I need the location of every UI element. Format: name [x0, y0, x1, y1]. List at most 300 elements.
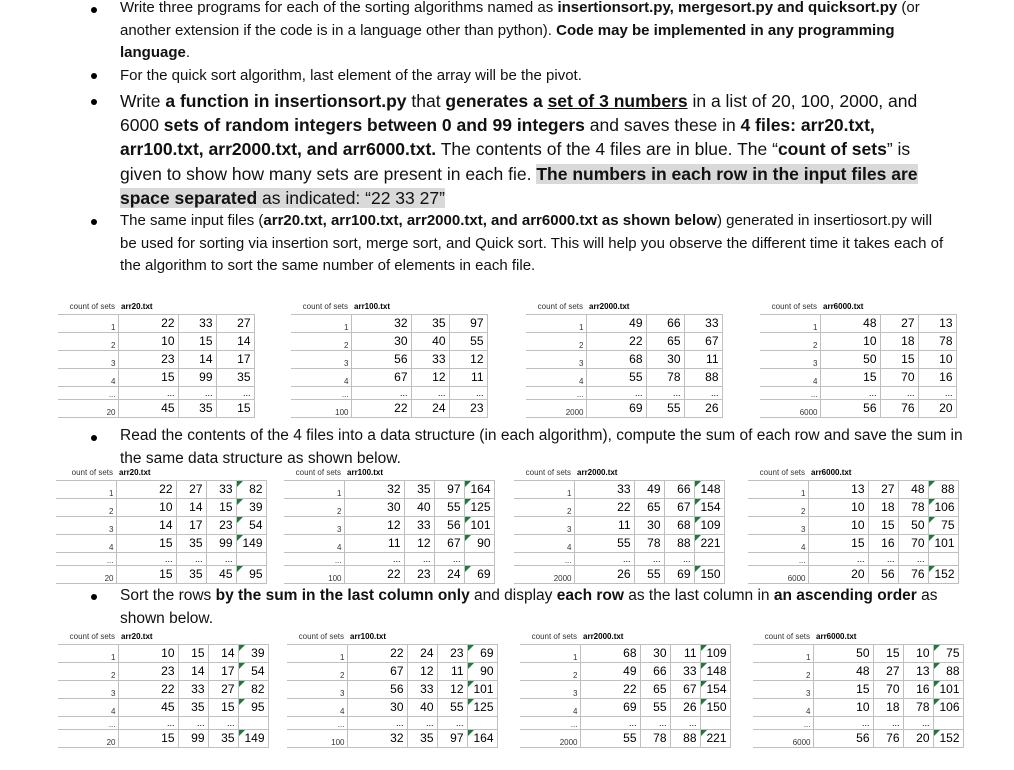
value-cell: 15 [178, 644, 208, 662]
value-cell: 32 [347, 729, 407, 747]
file-name: arr100.txt [354, 302, 391, 312]
table-row [58, 350, 292, 368]
table-row [748, 480, 958, 498]
sum-cell: 221 [694, 534, 724, 552]
table-row [56, 480, 266, 498]
row-index: 1 [514, 480, 574, 498]
row-index: 1 [56, 480, 116, 498]
table-row [58, 368, 292, 386]
value-cell: 78 [646, 368, 684, 386]
value-cell: 56 [347, 680, 407, 698]
text-run: For the quick sort algorithm, last element of the array will be the pivot. [120, 67, 582, 84]
value-cell: 11 [344, 534, 404, 552]
row-index: 3 [287, 680, 347, 698]
value-cell: 32 [351, 314, 411, 332]
row-index: 6000 [753, 729, 813, 747]
table-arr2000-sorted [520, 630, 731, 748]
value-cell: 49 [586, 314, 646, 332]
table-row [58, 662, 268, 680]
value-cell: 55 [580, 729, 640, 747]
value-cell: 56 [813, 729, 873, 747]
table-row [753, 662, 963, 680]
value-cell: 10 [808, 498, 868, 516]
sum-cell: 69 [464, 565, 494, 583]
table-row [58, 644, 268, 662]
text-run: as the last column in [623, 587, 774, 604]
value-cell: ... [586, 386, 646, 399]
row-index: 2000 [514, 565, 574, 583]
bullet-text [120, 210, 950, 278]
value-cell: 12 [407, 662, 437, 680]
data-grid [284, 466, 495, 584]
sum-cell: 164 [464, 480, 494, 498]
table-row [520, 644, 730, 662]
table-row [520, 716, 730, 729]
row-index: 4 [760, 368, 820, 386]
row-index: 4 [291, 368, 351, 386]
row-index: 1 [284, 480, 344, 498]
row-index: 2 [291, 332, 351, 350]
row-index: 2 [526, 332, 586, 350]
bullet-text [120, 585, 970, 630]
value-cell: ... [404, 552, 434, 565]
table-row [58, 386, 292, 399]
text-run: Sort the rows [120, 587, 216, 604]
row-index: 20 [58, 399, 118, 417]
bullet-text [120, 0, 960, 65]
row-index: 2 [520, 662, 580, 680]
value-cell: ... [176, 552, 206, 565]
value-cell: ... [634, 552, 664, 565]
value-cell: 33 [404, 516, 434, 534]
value-cell: 15 [820, 368, 880, 386]
value-cell: 70 [898, 534, 928, 552]
row-index: 2 [760, 332, 820, 350]
sum-cell: 101 [928, 534, 958, 552]
value-cell: 33 [178, 680, 208, 698]
row-index: 3 [56, 516, 116, 534]
count-of-sets-label: count of sets [764, 632, 810, 642]
table-row [748, 565, 958, 583]
text-run: and saves these in [584, 115, 741, 136]
value-cell: ... [347, 716, 407, 729]
value-cell: 67 [434, 534, 464, 552]
count-of-sets-label: count of sets [771, 302, 817, 312]
row-index: 2 [287, 662, 347, 680]
sum-cell: 149 [236, 534, 266, 552]
value-cell: 68 [580, 644, 640, 662]
value-cell: 68 [586, 350, 646, 368]
value-cell: 55 [437, 698, 467, 716]
table-row [753, 698, 963, 716]
table-arr100-sorted [287, 630, 498, 748]
count-of-sets-label: count of sets [298, 632, 344, 642]
table-arr6000-input [760, 300, 994, 418]
table-row [514, 552, 724, 565]
row-index: 3 [514, 516, 574, 534]
value-cell: 55 [574, 534, 634, 552]
value-cell: 56 [820, 399, 880, 417]
value-cell: 88 [664, 534, 694, 552]
table-row [753, 680, 963, 698]
value-cell: 27 [880, 314, 918, 332]
data-grid [58, 300, 292, 418]
value-cell: 35 [411, 314, 449, 332]
value-cell: ... [898, 552, 928, 565]
text-run: ) generated in insertiosort.py will be used for sorting via insertion sort, merge sort, and Quick sort. This will help you observe the different time it takes each of the algorithm to sort the same number of elements in each file. [120, 212, 944, 275]
file-name: arr2000.txt [589, 302, 630, 312]
value-cell: 16 [903, 680, 933, 698]
text-run-bold: sets of random integers between 0 and 99 integers [163, 115, 585, 136]
value-cell: ... [178, 386, 216, 399]
data-grid [291, 300, 525, 418]
value-cell: 76 [880, 399, 918, 417]
value-cell: 20 [903, 729, 933, 747]
value-cell: 15 [118, 729, 178, 747]
text-run-bold: 4 files: arr20.txt, arr100.txt, arr2000.txt, and arr6000.txt. [120, 115, 875, 160]
value-cell: 30 [344, 498, 404, 516]
text-run: as shown below. [120, 587, 938, 627]
value-cell: 70 [880, 368, 918, 386]
value-cell: 15 [813, 680, 873, 698]
value-cell: 10 [118, 644, 178, 662]
table-row [514, 565, 724, 583]
table-row [58, 716, 268, 729]
value-cell: 12 [437, 680, 467, 698]
row-index: ... [526, 386, 586, 399]
sum-cell: 82 [236, 480, 266, 498]
value-cell: 97 [437, 729, 467, 747]
row-index: 20 [56, 565, 116, 583]
row-index: 1 [58, 314, 118, 332]
value-cell: 22 [118, 314, 178, 332]
table-row [514, 534, 724, 552]
sum-cell: 39 [236, 498, 266, 516]
value-cell: 65 [634, 498, 664, 516]
row-index: 2000 [526, 399, 586, 417]
sum-cell [464, 552, 494, 565]
value-cell: 78 [898, 498, 928, 516]
table-row [748, 516, 958, 534]
value-cell: 22 [574, 498, 634, 516]
value-cell: 78 [634, 534, 664, 552]
value-cell: ... [574, 552, 634, 565]
sum-cell: 90 [464, 534, 494, 552]
row-index: 4 [56, 534, 116, 552]
table-row [58, 314, 292, 332]
table-row [760, 350, 994, 368]
row-index: 4 [520, 698, 580, 716]
value-cell: 22 [344, 565, 404, 583]
table-row [58, 332, 292, 350]
table-row [56, 534, 266, 552]
value-cell: 27 [868, 480, 898, 498]
value-cell: 33 [411, 350, 449, 368]
value-cell: 23 [404, 565, 434, 583]
value-cell: 16 [868, 534, 898, 552]
sum-cell: 148 [694, 480, 724, 498]
value-cell: 27 [176, 480, 206, 498]
sum-cell: 54 [236, 516, 266, 534]
row-index: 1 [291, 314, 351, 332]
table-row [760, 368, 994, 386]
data-grid [520, 630, 731, 748]
row-index: 4 [526, 368, 586, 386]
value-cell: 15 [118, 368, 178, 386]
value-cell: 23 [118, 662, 178, 680]
value-cell: 24 [407, 644, 437, 662]
bullet-dot [91, 7, 97, 13]
value-cell: 11 [449, 368, 487, 386]
value-cell: 17 [216, 350, 254, 368]
file-name: arr2000.txt [583, 632, 624, 642]
table-row [526, 386, 760, 399]
value-cell: 30 [634, 516, 664, 534]
value-cell: ... [411, 386, 449, 399]
value-cell: 67 [684, 332, 722, 350]
table-row [291, 332, 525, 350]
count-of-sets-label: count of sets [525, 468, 571, 478]
row-index: 1 [748, 480, 808, 498]
row-index: ... [287, 716, 347, 729]
value-cell: 14 [178, 350, 216, 368]
value-cell: 55 [634, 565, 664, 583]
value-cell: ... [918, 386, 956, 399]
sum-cell: 125 [464, 498, 494, 516]
table-row [760, 386, 994, 399]
value-cell: 16 [918, 368, 956, 386]
value-cell: ... [206, 552, 236, 565]
value-cell: 78 [918, 332, 956, 350]
value-cell: 15 [873, 644, 903, 662]
value-cell: ... [434, 552, 464, 565]
table-row [58, 698, 268, 716]
row-index: 3 [520, 680, 580, 698]
row-index: ... [284, 552, 344, 565]
value-cell: ... [437, 716, 467, 729]
value-cell: 12 [404, 534, 434, 552]
file-name: arr20.txt [121, 632, 153, 642]
text-run: Write three programs for each of the sorting algorithms named as [120, 0, 558, 16]
table-row [291, 386, 525, 399]
value-cell: 18 [880, 332, 918, 350]
value-cell: 35 [176, 534, 206, 552]
row-index: 1 [287, 644, 347, 662]
value-cell: 30 [347, 698, 407, 716]
row-index: ... [56, 552, 116, 565]
row-index: 4 [753, 698, 813, 716]
sum-cell: 106 [933, 698, 963, 716]
value-cell: ... [178, 716, 208, 729]
value-cell: 66 [640, 662, 670, 680]
text-run-bold: a function in insertionsort.py [165, 91, 407, 111]
table-row [526, 332, 760, 350]
value-cell: 35 [407, 729, 437, 747]
value-cell: 45 [118, 698, 178, 716]
value-cell: 76 [898, 565, 928, 583]
value-cell: ... [664, 552, 694, 565]
value-cell: 55 [449, 332, 487, 350]
row-index: 2 [58, 332, 118, 350]
table-row [753, 716, 963, 729]
text-run: ” is given to show how many sets are present in each fie. [120, 139, 911, 184]
table-row [760, 399, 994, 417]
row-index: 4 [58, 698, 118, 716]
value-cell: 13 [918, 314, 956, 332]
value-cell: 55 [434, 498, 464, 516]
value-cell: 13 [903, 662, 933, 680]
table-row [287, 680, 497, 698]
value-cell: 27 [216, 314, 254, 332]
value-cell: 55 [586, 368, 646, 386]
row-index: 2 [56, 498, 116, 516]
value-cell: 11 [684, 350, 722, 368]
value-cell: ... [808, 552, 868, 565]
value-cell: 33 [574, 480, 634, 498]
value-cell: ... [116, 552, 176, 565]
sum-cell: 152 [928, 565, 958, 583]
table-arr20-summed [56, 466, 267, 584]
table-row [526, 399, 760, 417]
value-cell: 10 [808, 516, 868, 534]
value-cell: 11 [437, 662, 467, 680]
sum-cell: 95 [236, 565, 266, 583]
table-row [56, 516, 266, 534]
table-row [287, 729, 497, 747]
bullet-text [120, 89, 950, 210]
sum-cell: 82 [238, 680, 268, 698]
value-cell: 27 [873, 662, 903, 680]
row-index: 6000 [748, 565, 808, 583]
value-cell: ... [216, 386, 254, 399]
table-row [287, 716, 497, 729]
table-row [291, 350, 525, 368]
row-index: 3 [58, 350, 118, 368]
value-cell: ... [118, 386, 178, 399]
file-name: arr20.txt [119, 468, 151, 478]
table-row [56, 498, 266, 516]
value-cell: 14 [116, 516, 176, 534]
value-cell: 97 [434, 480, 464, 498]
sum-cell [933, 716, 963, 729]
value-cell: 11 [574, 516, 634, 534]
table-row [287, 698, 497, 716]
row-index: 1 [760, 314, 820, 332]
table-row [753, 729, 963, 747]
value-cell: 14 [176, 498, 206, 516]
value-cell: 23 [118, 350, 178, 368]
data-grid [760, 300, 994, 418]
value-cell: 18 [868, 498, 898, 516]
value-cell: 35 [208, 729, 238, 747]
data-grid [58, 630, 269, 748]
text-run-bold: generates a [445, 91, 548, 111]
value-cell: 65 [640, 680, 670, 698]
value-cell: 49 [580, 662, 640, 680]
text-run-bold: arr20.txt, arr100.txt, arr2000.txt, and arr6000.txt as shown below [263, 212, 717, 229]
sum-cell: 95 [238, 698, 268, 716]
value-cell: 15 [116, 534, 176, 552]
value-cell: 10 [918, 350, 956, 368]
row-index: 2 [753, 662, 813, 680]
text-run: The same input files ( [120, 212, 264, 229]
file-name: arr6000.txt [816, 632, 857, 642]
value-cell: 40 [411, 332, 449, 350]
row-index: ... [58, 716, 118, 729]
count-of-sets-label: count of sets [69, 302, 115, 312]
sum-cell [700, 716, 730, 729]
value-cell: 15 [808, 534, 868, 552]
value-cell: ... [351, 386, 411, 399]
value-cell: 69 [580, 698, 640, 716]
value-cell: 70 [873, 680, 903, 698]
file-name: arr20.txt [121, 302, 153, 312]
value-cell: 20 [808, 565, 868, 583]
row-index: 4 [58, 368, 118, 386]
text-run: (or another extension if the code is in a language other than python). [120, 0, 920, 39]
sum-cell: 101 [464, 516, 494, 534]
text-run-highlighted: The numbers in each row in the input files are space separated [120, 163, 918, 208]
table-row [287, 644, 497, 662]
value-cell: 10 [116, 498, 176, 516]
value-cell: 76 [873, 729, 903, 747]
value-cell: ... [873, 716, 903, 729]
sum-cell: 69 [467, 644, 497, 662]
file-name: arr100.txt [347, 468, 384, 478]
value-cell: 22 [116, 480, 176, 498]
count-of-sets-label: count of sets [69, 632, 115, 642]
text-run: and display [469, 587, 557, 604]
file-name: arr100.txt [350, 632, 387, 642]
table-arr20-input [58, 300, 292, 418]
value-cell: 40 [404, 498, 434, 516]
table-row [287, 662, 497, 680]
row-index: ... [520, 716, 580, 729]
value-cell: 88 [670, 729, 700, 747]
value-cell: 24 [434, 565, 464, 583]
table-row [284, 480, 494, 498]
value-cell: 33 [407, 680, 437, 698]
sum-cell: 150 [694, 565, 724, 583]
table-row [291, 314, 525, 332]
bullet-dot [91, 435, 97, 441]
sum-cell: 39 [238, 644, 268, 662]
table-row [748, 552, 958, 565]
value-cell: 15 [116, 565, 176, 583]
value-cell: 12 [411, 368, 449, 386]
text-run: that [406, 91, 446, 111]
table-row [284, 552, 494, 565]
table-row [520, 698, 730, 716]
table-arr100-summed [284, 466, 495, 584]
row-index: ... [753, 716, 813, 729]
value-cell: 48 [813, 662, 873, 680]
table-arr20-sorted [58, 630, 269, 748]
row-index: 3 [753, 680, 813, 698]
value-cell: 30 [351, 332, 411, 350]
text-run-bold: count of sets [777, 139, 887, 160]
table-arr6000-summed [748, 466, 959, 584]
row-index: 3 [284, 516, 344, 534]
row-index: 100 [284, 565, 344, 583]
row-index: 4 [514, 534, 574, 552]
row-index: 3 [526, 350, 586, 368]
value-cell: 10 [813, 698, 873, 716]
table-row [58, 399, 292, 417]
row-index: 2 [284, 498, 344, 516]
value-cell: ... [813, 716, 873, 729]
value-cell: 15 [880, 350, 918, 368]
